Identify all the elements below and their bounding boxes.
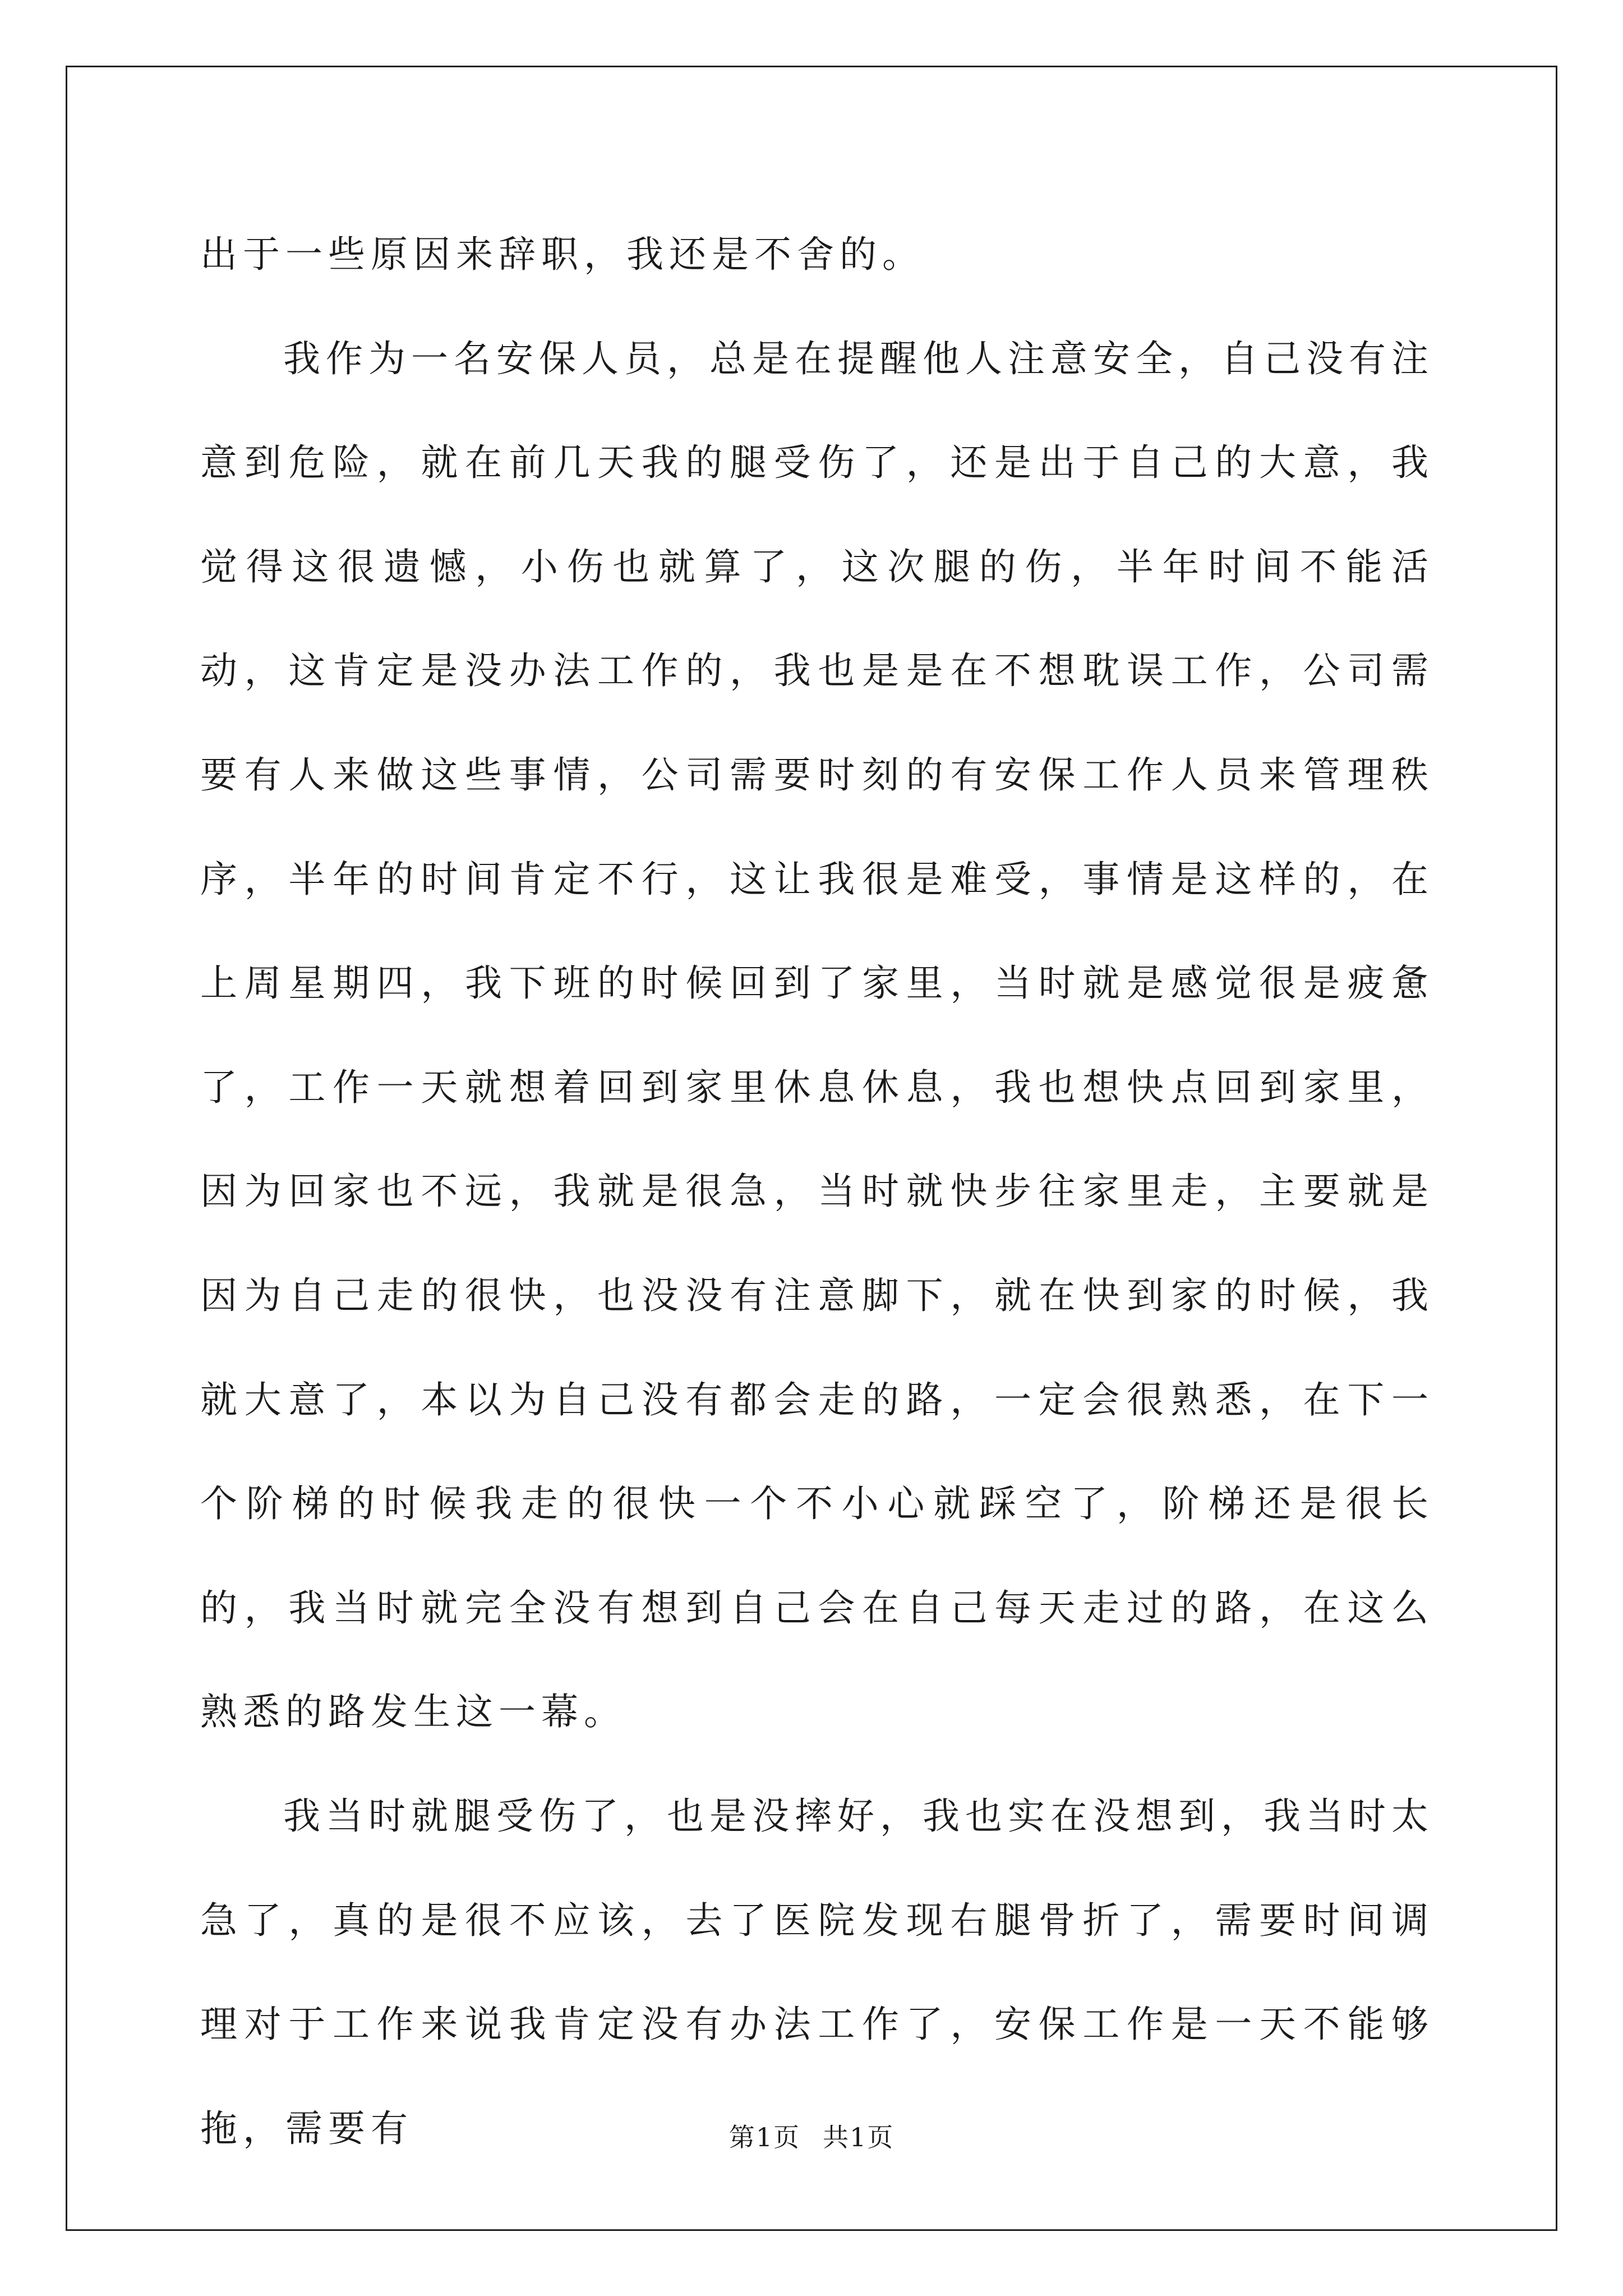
page-footer (0, 2120, 1623, 2154)
page-total: 共1页 (823, 2122, 895, 2152)
document-body (200, 203, 1434, 2180)
paragraph-1: 出于一些原因来辞职，我还是不舍的。 (200, 233, 925, 276)
page-number: 第1页 (728, 2122, 800, 2152)
paragraph-2: 我作为一名安保人员，总是在提醒他人注意安全，自己没有注意到危险，就在前几天我的腿受伤了，还是出于自己的大意，我觉得这很遗憾，小伤也就算了，这次腿的伤，半年时间不能活动，这肯定是没办法工作的，我也是是在不想耽误工作，公司需要有人来做这些事情，公司需要时刻的有安保工作人员来管理秩序，半年的时间肯定不行，这让我很是难受，事情是这样的，在上周星期四，我下班的时候回到了家里，当时就是感觉很是疲惫了，工作一天就想着回到家里休息休息，我也想快点回到家里，因为回家也不远，我就是很急，当时就快步往家里走，主要就是因为自己走的很快，也没没有注意脚下，就在快到家的时候，我就大意了，本以为自己没有都会走的路，一定会很熟悉，在下一个阶梯的时候我走的很快一个不小心就踩空了，阶梯还是很长的，我当时就完全没有想到自己会在自己每天走过的路，在这么熟悉的路发生这一幕。 (200, 337, 1434, 1734)
paragraph-3: 我当时就腿受伤了，也是没摔好，我也实在没想到，我当时太急了，真的是很不应该，去了医院发现右腿骨折了，需要时间调理对于工作来说我肯定没有办法工作了，安保工作是一天不能够拖，需要有 (200, 1794, 1434, 2150)
